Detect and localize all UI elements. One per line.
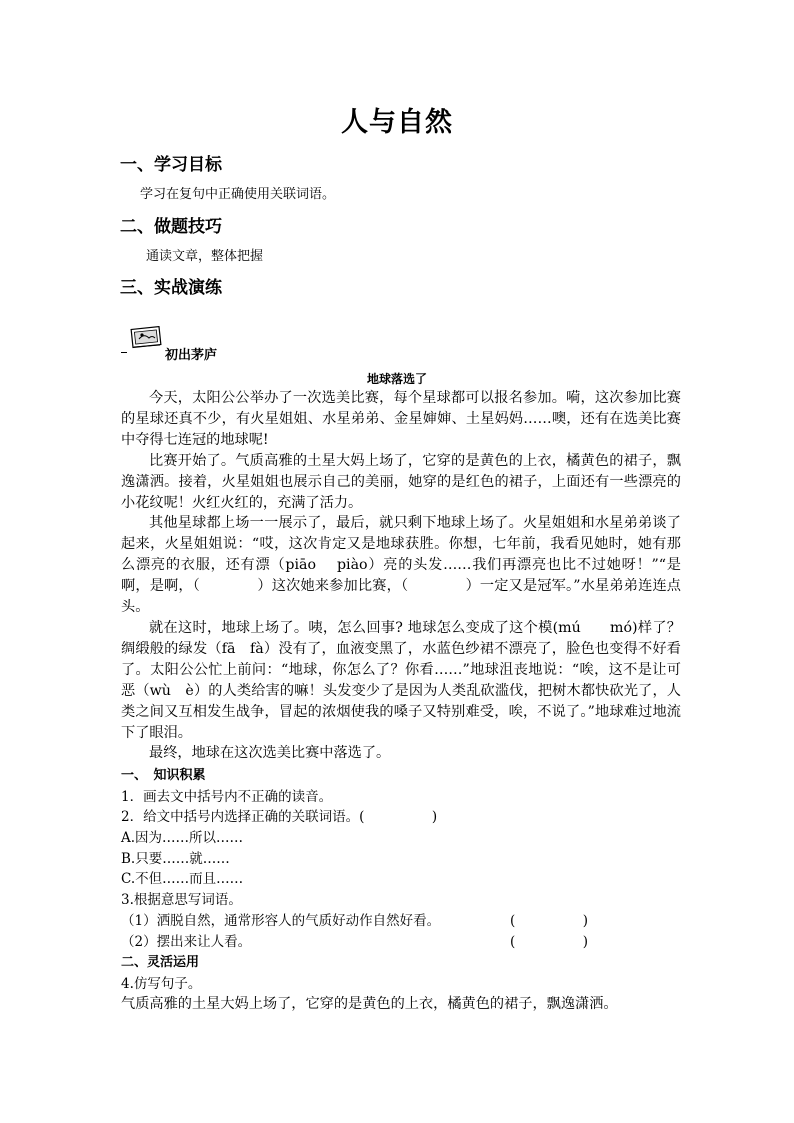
answer-blank-1[interactable]: ( ) — [510, 913, 589, 929]
page-title: 人与自然 — [341, 107, 453, 138]
question-1: 1．画去文中括号内不正确的读音。 — [121, 789, 333, 805]
section-heading-skills: 二、做题技巧 — [120, 217, 222, 237]
skills-text: 通读文章，整体把握 — [146, 249, 264, 264]
application-heading: 二、灵活运用 — [121, 955, 200, 970]
option-a: A.因为……所以…… — [121, 830, 244, 846]
question-3-item-2: （2）摆出来让人看。 — [121, 934, 252, 950]
subheading-dash — [121, 352, 127, 353]
story-title: 地球落选了 — [366, 372, 427, 386]
imitation-sentence: 气质高雅的土星大妈上场了，它穿的是黄色的上衣，橘黄色的裙子，飘逸潇洒。 — [121, 996, 618, 1012]
section-heading-practice: 三、实战演练 — [120, 278, 222, 298]
story-paragraph: 今天，太阳公公举办了一次选美比赛，每个星球都可以报名参加。嗬，这次参加比赛的星球还真不少，有火星姐姐、水星弟弟、金星婶婶、土星妈妈……噢，还有在选美比赛中夺得七连冠的地球呢! — [121, 390, 681, 448]
option-b: B.只要……就…… — [121, 851, 230, 867]
story-paragraph: 其他星球都上场一一展示了，最后，就只剩下地球上场了。火星姐姐和水星弟弟谈了起来，火星姐姐说：“哎，这次肯定又是地球获胜。你想，七年前，我看见她时，她有那么漂亮的衣服，还有漂（piāo piào）亮的头发……我们再漂亮也比不过她呀！”“是啊，是啊，（ ）这次她来参加比赛，（ ）一定又是冠军。”水星弟弟连连点头。 — [121, 515, 681, 616]
question-4: 4.仿写句子。 — [121, 976, 202, 992]
option-c: C.不但……而且…… — [121, 871, 244, 887]
book-illustration-icon — [130, 326, 164, 350]
knowledge-heading: 一、 知识积累 — [121, 768, 206, 783]
story-paragraph: 比赛开始了。气质高雅的土星大妈上场了，它穿的是黄色的上衣，橘黄色的裙子，飘逸潇洒。接着，火星姐姐也展示自己的美丽，她穿的是红色的裙子，上面还有一些漂亮的小花纹呢！火红火红的，充满了活力。 — [121, 452, 681, 511]
story-paragraph: 就在这时，地球上场了。咦，怎么回事? 地球怎么变成了这个模(mú mó)样了？绸缎般的绿发（fā fà）没有了，血液变黑了，水蓝色纱裙不漂亮了，脸色也变得不好看了。太阳公公忙上前问：“地球，你怎么了？你看……”地球沮丧地说：“唉，这不是让可恶（wù è）的人类给害的嘛！头发变少了是因为人类乱砍滥伐，把树木都快砍光了，人类之间又互相发生战争，冒起的浓烟使我的嗓子又特别难受，唉，不说了。”地球难过地流下了眼泪。 — [121, 619, 681, 741]
goals-text: 学习在复句中正确使用关联词语。 — [140, 187, 336, 202]
question-3-item-1: （1）洒脱自然，通常形容人的气质好动作自然好看。 — [121, 913, 441, 929]
story-paragraph: 最终，地球在这次选美比赛中落选了。 — [149, 745, 391, 762]
section-heading-goals: 一、学习目标 — [120, 155, 222, 175]
practice-subheading: 初出茅庐 — [165, 348, 218, 363]
answer-blank-2[interactable]: ( ) — [510, 934, 589, 950]
story-body — [121, 388, 681, 764]
question-2: 2．给文中括号内选择正确的关联词语。( ) — [121, 809, 438, 825]
question-3: 3.根据意思写词语。 — [121, 892, 242, 908]
